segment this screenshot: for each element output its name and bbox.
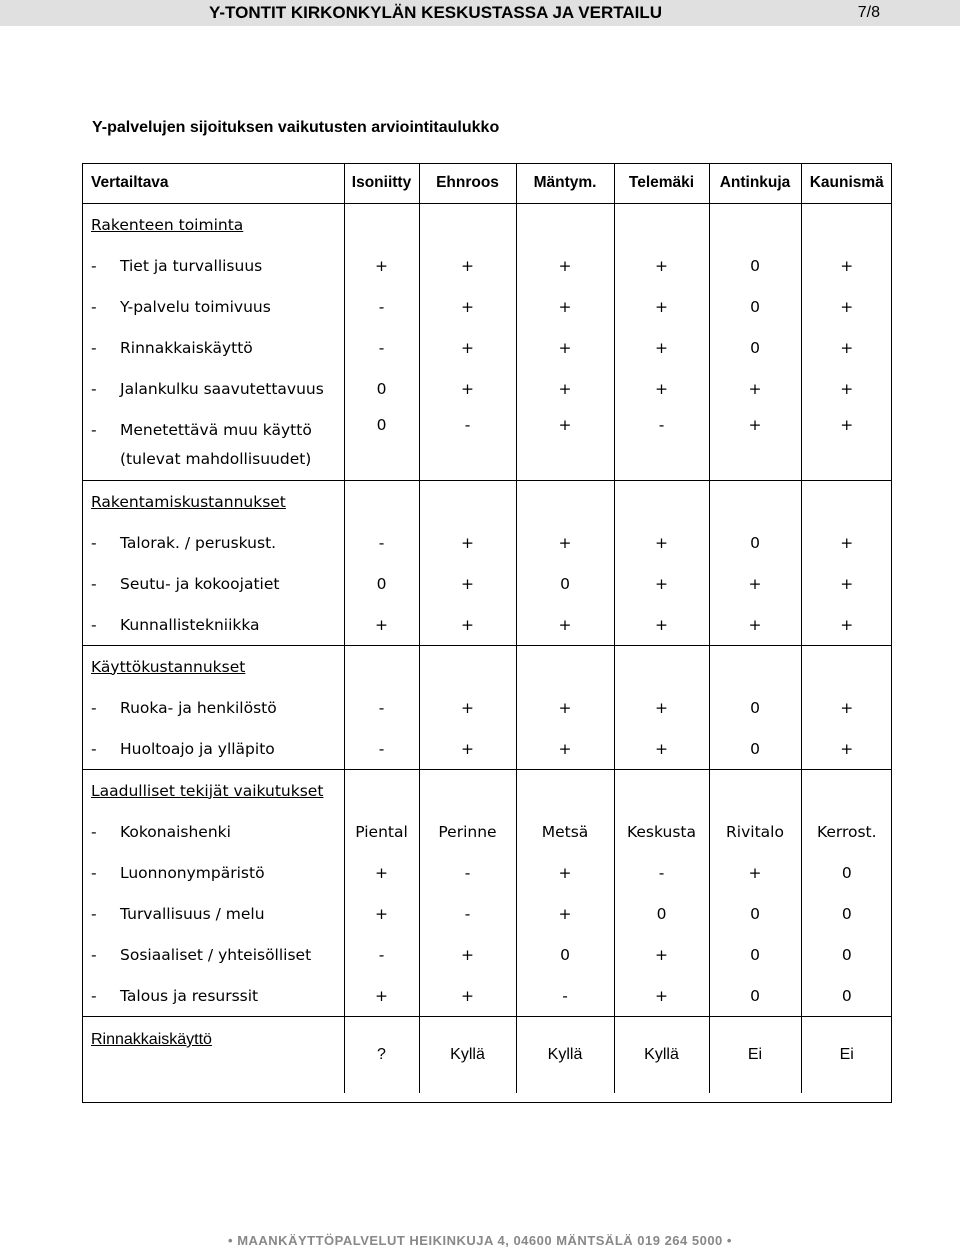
value-cell: -: [344, 286, 419, 327]
value-cell: 0: [516, 563, 614, 604]
row-label-cell: [82, 604, 344, 646]
column-header-row: [82, 163, 892, 204]
value-cell: 0: [709, 327, 801, 368]
empty-cell: [614, 646, 709, 688]
dash-bullet: -: [91, 739, 97, 758]
value-cell: +: [419, 245, 516, 286]
empty-cell: [709, 770, 801, 812]
value-cell: +: [614, 934, 709, 975]
value-cell: +: [801, 687, 892, 728]
value-cell: +: [614, 604, 709, 646]
table-row: [82, 368, 892, 409]
value-cell: +: [709, 368, 801, 409]
value-cell: +: [614, 687, 709, 728]
row-label-cell: [82, 327, 344, 368]
value-cell: 0: [801, 893, 892, 934]
final-row: [82, 1017, 892, 1094]
section-header-row: [82, 481, 892, 523]
value-cell: +: [709, 852, 801, 893]
value-cell: -: [419, 893, 516, 934]
value-cell: +: [801, 563, 892, 604]
row-label: Sosiaaliset / yhteisölliset: [120, 945, 312, 964]
value-cell: 0: [344, 563, 419, 604]
value-cell: 0: [709, 245, 801, 286]
empty-cell: [709, 481, 801, 523]
value-cell: +: [801, 409, 892, 481]
value-cell: +: [614, 975, 709, 1017]
section-title: Rakenteen toiminta: [91, 215, 244, 234]
section-title: Käyttökustannukset: [91, 657, 246, 676]
value-cell: +: [709, 409, 801, 481]
dash-bullet: -: [91, 986, 97, 1005]
value-cell: Metsä: [516, 811, 614, 852]
row-label: Kokonaishenki: [120, 822, 231, 841]
value-cell: -: [614, 852, 709, 893]
table-row: [82, 934, 892, 975]
value-cell: +: [709, 604, 801, 646]
row-label-cell: [82, 245, 344, 286]
row-label: Turvallisuus / melu: [120, 904, 265, 923]
dash-bullet: -: [91, 256, 97, 275]
value-cell: -: [344, 327, 419, 368]
value-cell: Kyllä: [419, 1017, 516, 1094]
table-row: [82, 245, 892, 286]
table-row: [82, 893, 892, 934]
dash-bullet: -: [91, 297, 97, 316]
column-header: Mäntym.: [516, 163, 614, 204]
table-row: [82, 327, 892, 368]
empty-cell: [516, 646, 614, 688]
value-cell: +: [801, 327, 892, 368]
value-cell: +: [419, 728, 516, 770]
row-label-continued: (tulevat mahdollisuudet): [120, 450, 312, 468]
value-cell: +: [419, 934, 516, 975]
value-cell: +: [801, 728, 892, 770]
value-cell: 0: [709, 728, 801, 770]
footer: [0, 1233, 960, 1248]
value-cell: +: [516, 368, 614, 409]
row-label: Talous ja resurssit: [120, 986, 259, 1005]
empty-cell: [801, 204, 892, 246]
table-row: [82, 728, 892, 770]
dash-bullet: -: [91, 863, 97, 882]
row-label: Rinnakkaiskäyttö: [120, 338, 253, 357]
table-row: [82, 811, 892, 852]
value-cell: +: [614, 286, 709, 327]
row-label-cell: [82, 934, 344, 975]
value-cell: 0: [709, 687, 801, 728]
dash-bullet: -: [91, 338, 97, 357]
assessment-table: [82, 163, 892, 1093]
table-row: [82, 687, 892, 728]
value-cell: -: [419, 409, 516, 481]
value-cell: +: [516, 687, 614, 728]
table-row: [82, 522, 892, 563]
value-cell: +: [614, 522, 709, 563]
row-label-cell: [82, 522, 344, 563]
value-cell: +: [614, 327, 709, 368]
column-header: Kaunismä: [801, 163, 892, 204]
row-label: Ruoka- ja henkilöstö: [120, 698, 277, 717]
empty-cell: [516, 770, 614, 812]
bullet-icon: •: [228, 1233, 234, 1248]
row-label: Luonnonympäristö: [120, 863, 265, 882]
section-header-row: [82, 770, 892, 812]
value-cell: +: [801, 245, 892, 286]
page-header: [0, 0, 960, 26]
row-label: Jalankulku saavutettavuus: [120, 379, 324, 398]
value-cell: +: [419, 563, 516, 604]
value-cell: +: [516, 604, 614, 646]
value-cell: 0: [344, 409, 419, 481]
value-cell: Kyllä: [614, 1017, 709, 1094]
value-cell: -: [516, 975, 614, 1017]
value-cell: -: [344, 934, 419, 975]
row-label-cell: [82, 893, 344, 934]
empty-cell: [344, 646, 419, 688]
section-title: Rakentamiskustannukset: [91, 492, 286, 511]
table-row: [82, 409, 892, 481]
footer-text: MAANKÄYTTÖPALVELUT HEIKINKUJA 4, 04600 MÄNTSÄLÄ 019 264 5000: [237, 1233, 723, 1248]
value-cell: +: [344, 975, 419, 1017]
value-cell: +: [344, 893, 419, 934]
dash-bullet: -: [91, 574, 97, 593]
row-label-cell: [82, 728, 344, 770]
dash-bullet: -: [91, 822, 97, 841]
value-cell: -: [344, 728, 419, 770]
row-label-cell: [82, 563, 344, 604]
value-cell: -: [614, 409, 709, 481]
empty-cell: [801, 481, 892, 523]
header-title: Y-TONTIT KIRKONKYLÄN KESKUSTASSA JA VERTAILU: [209, 3, 663, 22]
value-cell: Ei: [709, 1017, 801, 1094]
value-cell: +: [801, 368, 892, 409]
empty-cell: [614, 204, 709, 246]
value-cell: -: [344, 687, 419, 728]
value-cell: Rivitalo: [709, 811, 801, 852]
column-header: Vertailtava: [82, 163, 344, 204]
value-cell: +: [419, 327, 516, 368]
row-label: Talorak. / peruskust.: [120, 533, 277, 552]
empty-cell: [419, 770, 516, 812]
value-cell: -: [344, 522, 419, 563]
column-header: Telemäki: [614, 163, 709, 204]
dash-bullet: -: [91, 945, 97, 964]
value-cell: +: [516, 728, 614, 770]
value-cell: +: [516, 245, 614, 286]
value-cell: +: [801, 286, 892, 327]
empty-cell: [516, 204, 614, 246]
column-header: Ehnroos: [419, 163, 516, 204]
value-cell: 0: [801, 852, 892, 893]
value-cell: 0: [516, 934, 614, 975]
value-cell: 0: [801, 934, 892, 975]
row-label: Seutu- ja kokoojatiet: [120, 574, 280, 593]
row-label-cell: [82, 368, 344, 409]
dash-bullet: -: [91, 698, 97, 717]
value-cell: +: [709, 563, 801, 604]
table-row: [82, 975, 892, 1017]
empty-cell: [614, 770, 709, 812]
row-label-cell: [82, 409, 344, 481]
row-label: Menetettävä muu käyttö: [120, 421, 312, 439]
value-cell: +: [801, 522, 892, 563]
value-cell: +: [516, 327, 614, 368]
value-cell: -: [419, 852, 516, 893]
value-cell: +: [516, 522, 614, 563]
value-cell: +: [614, 728, 709, 770]
empty-cell: [419, 481, 516, 523]
value-cell: 0: [709, 286, 801, 327]
dash-bullet: -: [91, 904, 97, 923]
value-cell: Kyllä: [516, 1017, 614, 1094]
row-label: Y-palvelu toimivuus: [120, 297, 271, 316]
value-cell: 0: [709, 522, 801, 563]
page-number: 7/8: [857, 4, 880, 21]
empty-cell: [344, 481, 419, 523]
value-cell: +: [344, 245, 419, 286]
row-label-cell: [82, 286, 344, 327]
value-cell: +: [419, 687, 516, 728]
value-cell: +: [516, 893, 614, 934]
row-label: Tiet ja turvallisuus: [120, 256, 263, 275]
value-cell: 0: [709, 893, 801, 934]
value-cell: +: [614, 368, 709, 409]
empty-cell: [419, 204, 516, 246]
dash-bullet: -: [91, 533, 97, 552]
final-row-title: Rinnakkaiskäyttö: [91, 1031, 212, 1048]
value-cell: 0: [801, 975, 892, 1017]
row-label-cell: [82, 687, 344, 728]
value-cell: +: [344, 852, 419, 893]
value-cell: Ei: [801, 1017, 892, 1094]
value-cell: Piental: [344, 811, 419, 852]
dash-bullet: -: [91, 615, 97, 634]
document-title: Y-palvelujen sijoituksen vaikutusten arviointitaulukko: [92, 119, 500, 136]
value-cell: +: [344, 604, 419, 646]
row-label-cell: [82, 811, 344, 852]
value-cell: +: [516, 409, 614, 481]
value-cell: +: [614, 245, 709, 286]
value-cell: +: [419, 604, 516, 646]
section-title: Laadulliset tekijät vaikutukset: [91, 781, 324, 800]
value-cell: +: [419, 975, 516, 1017]
row-label-cell: [82, 852, 344, 893]
empty-cell: [614, 481, 709, 523]
row-label: Huoltoajo ja ylläpito: [120, 739, 275, 758]
column-header: Isoniitty: [344, 163, 419, 204]
empty-cell: [344, 770, 419, 812]
value-cell: +: [801, 604, 892, 646]
empty-cell: [344, 204, 419, 246]
bullet-icon: •: [726, 1233, 732, 1248]
value-cell: ?: [344, 1017, 419, 1094]
row-label: Kunnallistekniikka: [120, 615, 260, 634]
value-cell: Perinne: [419, 811, 516, 852]
value-cell: +: [516, 852, 614, 893]
dash-bullet: -: [91, 379, 97, 398]
value-cell: +: [516, 286, 614, 327]
empty-cell: [801, 646, 892, 688]
value-cell: Keskusta: [614, 811, 709, 852]
value-cell: 0: [344, 368, 419, 409]
column-header: Antinkuja: [709, 163, 801, 204]
section-header-row: [82, 646, 892, 688]
dash-bullet: -: [91, 421, 97, 439]
value-cell: +: [419, 368, 516, 409]
row-label-cell: [82, 975, 344, 1017]
empty-cell: [709, 204, 801, 246]
empty-cell: [419, 646, 516, 688]
empty-cell: [709, 646, 801, 688]
value-cell: 0: [709, 934, 801, 975]
value-cell: +: [419, 522, 516, 563]
table-row: [82, 852, 892, 893]
empty-cell: [801, 770, 892, 812]
section-header-row: [82, 204, 892, 246]
table-row: [82, 286, 892, 327]
value-cell: +: [614, 563, 709, 604]
table-body: [82, 163, 892, 1093]
table-row: [82, 563, 892, 604]
value-cell: 0: [709, 975, 801, 1017]
empty-cell: [516, 481, 614, 523]
value-cell: Kerrost.: [801, 811, 892, 852]
value-cell: +: [419, 286, 516, 327]
table-row: [82, 604, 892, 646]
value-cell: 0: [614, 893, 709, 934]
